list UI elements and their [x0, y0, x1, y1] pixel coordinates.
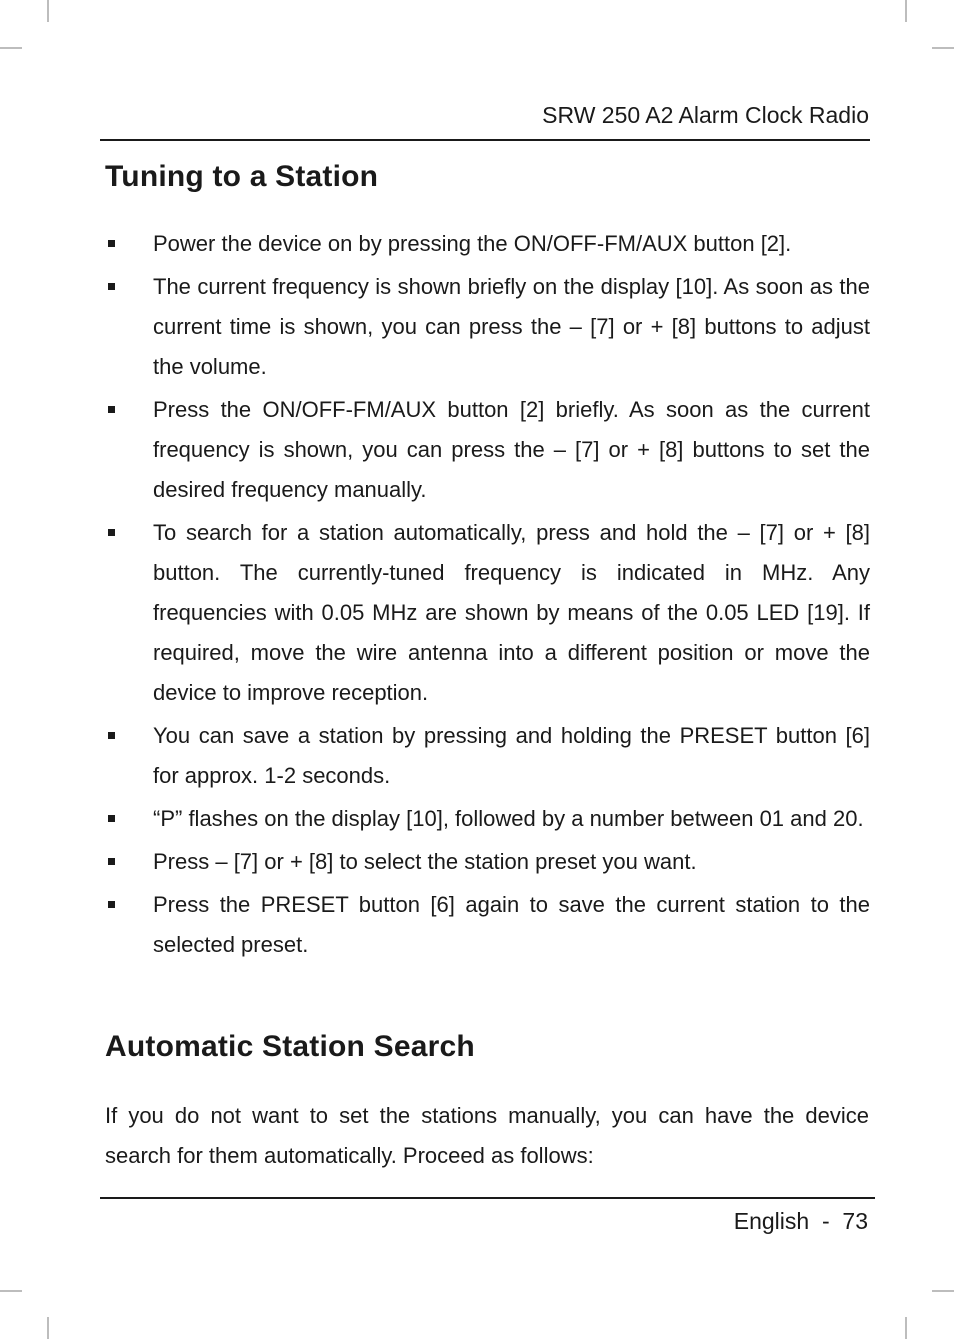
crop-mark [0, 1290, 22, 1292]
list-item [105, 885, 870, 965]
bullet-square-icon [108, 529, 115, 536]
crop-mark [47, 1317, 49, 1339]
automatic-search-intro: If you do not want to set the stations manually, you can have the device search for them automatically. Proceed as follows: [105, 1103, 869, 1168]
list-item [105, 842, 870, 882]
bullet-square-icon [108, 901, 115, 908]
list-item-text: Press the PRESET button [6] again to save the current station to the selected preset. [153, 892, 870, 957]
footer-rule [100, 1197, 875, 1199]
list-item [105, 390, 870, 510]
section-heading-tuning: Tuning to a Station [105, 160, 379, 193]
list-item [105, 799, 870, 839]
list-item-text: “P” flashes on the display [10], followed by a number between 01 and 20. [153, 806, 864, 831]
bullet-square-icon [108, 283, 115, 290]
page-footer [600, 1206, 868, 1236]
crop-mark [932, 1290, 954, 1292]
crop-mark [905, 0, 907, 22]
list-item-text: To search for a station automatically, press and hold the – [7] or + [8] button. The currently-tuned frequency is indicated in MHz. Any frequencies with 0.05 MHz are shown by means of the 0.05 LED [19]. If required, move the wire antenna into a different position or move the device to improve reception. [153, 520, 870, 705]
crop-mark [0, 47, 22, 49]
list-item-text: You can save a station by pressing and holding the PRESET button [6] for approx. 1-2 seconds. [153, 723, 870, 788]
page-number: 73 [842, 1208, 868, 1234]
list-item [105, 716, 870, 796]
list-item [105, 267, 870, 387]
bullet-square-icon [108, 858, 115, 865]
header-rule [100, 139, 870, 141]
bullet-square-icon [108, 732, 115, 739]
bullet-square-icon [108, 815, 115, 822]
list-item-text: The current frequency is shown briefly on the display [10]. As soon as the current time is shown, you can press the – [7] or + [8] buttons to adjust the volume. [153, 274, 870, 379]
crop-mark [905, 1317, 907, 1339]
list-item-text: Press the ON/OFF-FM/AUX button [2] briefly. As soon as the current frequency is shown, you can press the – [7] or + [8] buttons to set the desired frequency manually. [153, 397, 870, 502]
footer-separator: - [821, 1208, 830, 1234]
crop-mark [47, 0, 49, 22]
crop-mark [932, 47, 954, 49]
tuning-steps-list [105, 224, 870, 968]
list-item [105, 513, 870, 713]
bullet-square-icon [108, 406, 115, 413]
section-heading-automatic-search: Automatic Station Search [105, 1030, 475, 1063]
bullet-square-icon [108, 240, 115, 247]
list-item [105, 224, 870, 264]
list-item-text: Press – [7] or + [8] to select the station preset you want. [153, 849, 697, 874]
running-header: SRW 250 A2 Alarm Clock Radio [542, 102, 869, 128]
list-item-text: Power the device on by pressing the ON/OFF-FM/AUX button [2]. [153, 231, 792, 256]
footer-language: English [733, 1208, 810, 1234]
